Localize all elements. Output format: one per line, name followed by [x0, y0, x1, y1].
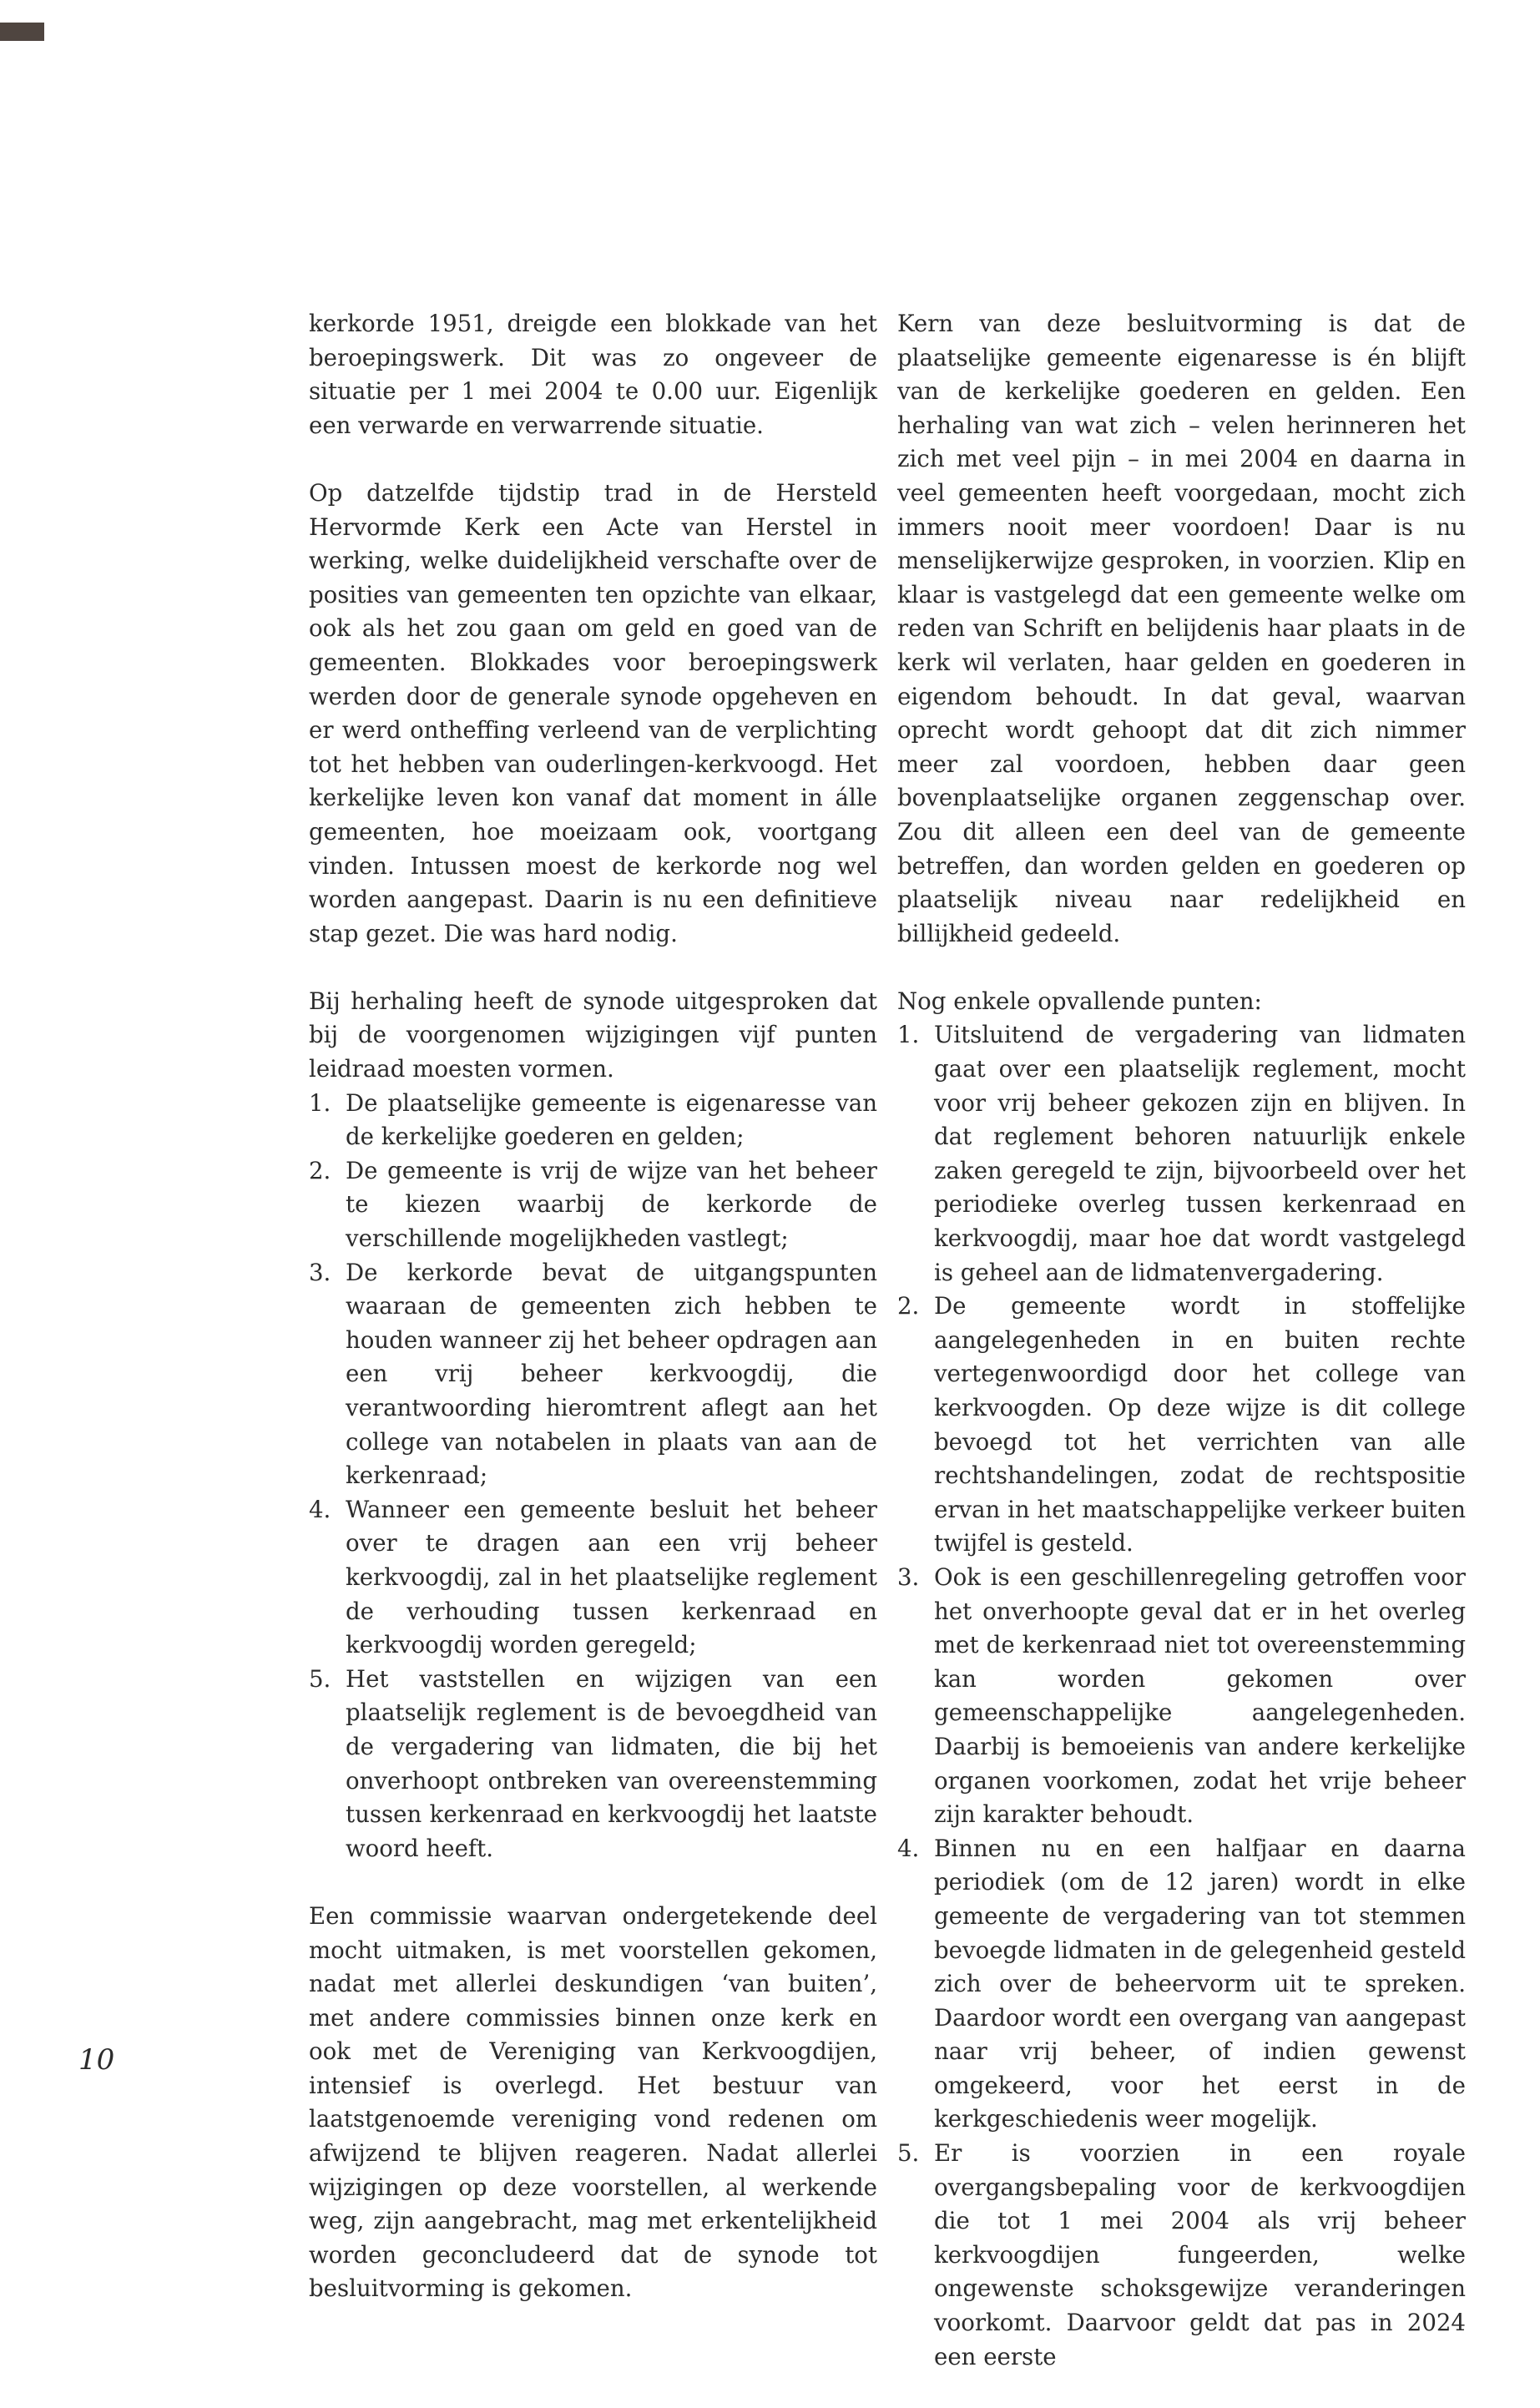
list-item-text: Uitsluitend de vergadering van lidmaten gaat over een plaatselijk reglement, mocht voor vrij beheer gekozen zijn en blijven. In dat reglement behoren natuurlijk enkele zaken geregeld te zijn, bijvoorbeeld over het periodieke overleg tussen kerkenraad en kerkvoogdij, maar hoe dat wordt vastgelegd is geheel aan de lidmatenvergadering.	[934, 1021, 1466, 1286]
list-item	[897, 1018, 1466, 1290]
list-item-number: 2.	[897, 1292, 920, 1320]
list-item-number: 4.	[897, 1834, 920, 1862]
list-item-text: De kerkorde bevat de uitgangspunten waaraan de gemeenten zich hebben te houden wanneer zij het beheer opdragen aan een vrij beheer kerkvoogdij, die verantwoording hieromtrent aflegt aan het college van notabelen in plaats van aan de kerkenraad;	[346, 1258, 877, 1490]
list-item	[309, 1663, 877, 1866]
list-item-number: 5.	[897, 2139, 920, 2168]
list-item	[309, 1154, 877, 1256]
corner-color-tab	[0, 23, 44, 41]
left-paragraph-1: kerkorde 1951, dreigde een blokkade van het beroepingswerk. Dit was zo ongeveer de situatie per 1 mei 2004 te 0.00 uur. Eigenlijk een verwarde en verwarrende situatie.	[309, 310, 877, 439]
right-paragraph-2: Nog enkele opvallende punten:	[897, 987, 1262, 1015]
left-paragraph-2: Op datzelfde tijdstip trad in de Hersteld Hervormde Kerk een Acte van Herstel in werking, welke duidelijkheid verschafte over de posities van gemeenten ten opzichte van elkaar, ook als het zou gaan om geld en goed van de gemeenten. Blokkades voor beroepingswerk werden door de generale synode opgeheven en er werd ontheffing verleend van de verplichting tot het hebben van ouderlingen-kerkvoogd. Het kerkelijke leven kon vanaf dat moment in álle gemeenten, hoe moeizaam ook, voortgang vinden. Intussen moest de kerkorde nog wel worden aangepast. Daarin is nu een definitieve stap gezet. Die was hard nodig.	[309, 478, 877, 947]
list-item-number: 3.	[897, 1562, 920, 1591]
list-item	[309, 1087, 877, 1154]
list-item-text: Er is voorzien in een royale overgangsbepaling voor de kerkvoogdijen die tot 1 mei 2004 als vrij beheer kerkvoogdijen fungeerden, welke ongewenste schoksgewijze veranderingen voorkomt. Daarvoor geldt dat pas in 2024 een eerste	[934, 2139, 1466, 2370]
list-item-text: De plaatselijke gemeente is eigenaresse van de kerkelijke goederen en gelden;	[346, 1088, 877, 1151]
list-item-number: 2.	[309, 1156, 331, 1184]
list-item	[897, 1561, 1466, 1832]
list-item-number: 4.	[309, 1495, 331, 1523]
notable-points-list	[897, 1018, 1466, 2374]
list-item	[897, 1290, 1466, 1561]
right-paragraph-1: Kern van deze besluitvorming is dat de plaatselijke gemeente eigenaresse is én blijft van de kerkelijke goederen en gelden. Een herhaling van wat zich – velen herinneren het zich met veel pijn – in mei 2004 en daarna in veel gemeenten heeft voorgedaan, mocht zich immers nooit meer voordoen! Daar is nu menselijkerwijze gesproken, in voorzien. Klip en klaar is vastgelegd dat een gemeente welke om reden van Schrift en belijdenis haar plaats in de kerk wil verlaten, haar gelden en goederen in eigendom behoudt. In dat geval, waarvan oprecht wordt gehoopt dat dit zich nimmer meer zal voordoen, hebben daar geen bovenplaatselijke organen zeggenschap over. Zou dit alleen een deel van de gemeente betreffen, dan worden gelden en goederen op plaatselijk niveau naar redelijkheid en billijkheid gedeeld.	[897, 310, 1466, 947]
list-item-number: 1.	[309, 1088, 331, 1117]
list-item-text: De gemeente is vrij de wijze van het beheer te kiezen waarbij de kerkorde de verschillende mogelijkheden vastlegt;	[346, 1156, 877, 1253]
list-item	[897, 1832, 1466, 2137]
list-item-text: Ook is een geschillenregeling getroffen voor het onverhoopte geval dat er in het overleg met de kerkenraad niet tot overeenstemming kan worden gekomen over gemeenschappelijke aangelegenheden. Daarbij is bemoeienis van andere kerkelijke organen voorkomen, zodat het vrije beheer zijn karakter behoudt.	[934, 1562, 1466, 1829]
list-item	[309, 1256, 877, 1493]
page-number: 10	[78, 2043, 115, 2077]
list-item-text: Binnen nu en een halfjaar en daarna periodiek (om de 12 jaren) wordt in elke gemeente de vergadering van tot stemmen bevoegde lidmaten in de gelegenheid gesteld zich over de beheervorm uit te spreken. Daardoor wordt een overgang van aangepast naar vrij beheer, of indien gewenst omgekeerd, voor het eerst in de kerkgeschiedenis weer mogelijk.	[934, 1834, 1466, 2133]
left-paragraph-3: Bij herhaling heeft de synode uitgesproken dat bij de voorgenomen wijzigingen vijf punten leidraad moesten vormen.	[309, 987, 877, 1083]
list-item-number: 5.	[309, 1664, 331, 1693]
list-item-text: Het vaststellen en wijzigen van een plaatselijk reglement is de bevoegdheid van de vergadering van lidmaten, die bij het onverhoopt ontbreken van overeenstemming tussen kerkenraad en kerkvoogdij het laatste woord heeft.	[346, 1664, 877, 1862]
list-item-number: 3.	[309, 1258, 331, 1286]
list-item	[897, 2137, 1466, 2374]
synode-guideline-list	[309, 1087, 877, 1866]
right-text-column	[897, 307, 1466, 2408]
list-item-text: De gemeente wordt in stoffelijke aangelegenheden in en buiten rechte vertegenwoordigd door het college van kerkvoogden. Op deze wijze is dit college bevoegd tot het verrichten van alle rechtshandelingen, zodat de rechtspositie ervan in het maatschappelijke verkeer buiten twijfel is gesteld.	[934, 1292, 1467, 1557]
left-text-column	[309, 307, 877, 2340]
list-item	[309, 1493, 877, 1663]
list-item-text: Wanneer een gemeente besluit het beheer over te dragen aan een vrij beheer kerkvoogdij, zal in het plaatselijke reglement de verhouding tussen kerkenraad en kerkvoogdij worden geregeld;	[346, 1495, 877, 1659]
left-paragraph-4: Een commissie waarvan ondergetekende deel mocht uitmaken, is met voorstellen gekomen, nadat met allerlei deskundigen ‘van buiten’, met andere commissies binnen onze kerk en ook met de Vereniging van Kerkvoogdijen, intensief is overlegd. Het bestuur van laatstgenoemde vereniging vond redenen om afwijzend te blijven reageren. Nadat allerlei wijzigingen op deze voorstellen, al werkende weg, zijn aangebracht, mag met erkentelijkheid worden geconcludeerd dat de synode tot besluitvorming is gekomen.	[309, 1901, 877, 2303]
list-item-number: 1.	[897, 1021, 920, 1049]
